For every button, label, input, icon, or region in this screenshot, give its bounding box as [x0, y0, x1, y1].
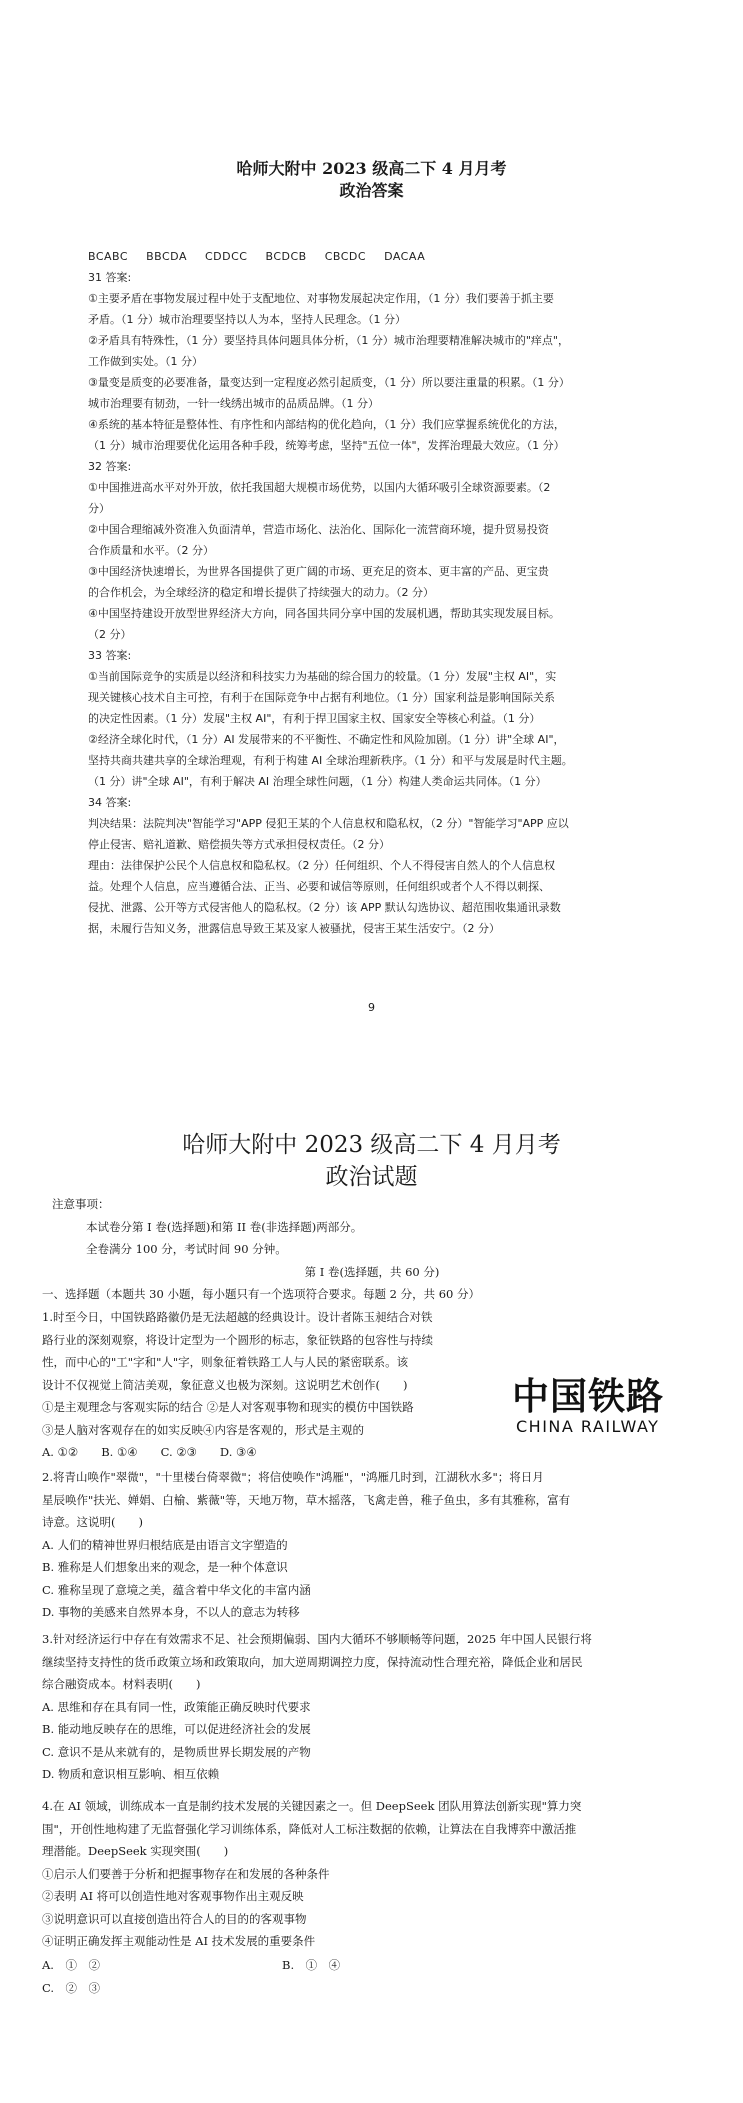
- question-line: D. 物质和意识相互影响、相互依赖: [42, 1767, 220, 1781]
- question-line: 路行业的深刻观察，将设计定型为一个圆形的标志，象征铁路的包容性与持续: [42, 1332, 433, 1347]
- question-line: ④证明正确发挥主观能动性是 AI 技术发展的重要条件: [42, 1934, 316, 1948]
- answer-line: （1 分）城市治理要优化运用各种手段，统筹考虑，坚持"五位一体"，发挥治理最大效应。（1 分）: [88, 439, 565, 452]
- answer-line: 现关键核心技术自主可控，有利于在国际竞争中占据有利地位。（1 分）国家利益是影响国际关系: [88, 691, 555, 704]
- answer-line: ②经济全球化时代，（1 分）AI 发展带来的不平衡性、不确定性和风险加剧。（1 分）讲"全球 AI"，: [88, 733, 565, 746]
- answer-line: 合作质量和水平。（2 分）: [88, 544, 214, 557]
- question-line: C. 雅称呈现了意境之美，蕴含着中华文化的丰富内涵: [42, 1582, 311, 1597]
- question-line: A. 人们的精神世界归根结底是由语言文字塑造的: [42, 1537, 288, 1552]
- question-4-options: [42, 1954, 702, 1999]
- answer-line: （1 分）讲"全球 AI"，有利于解决 AI 治理全球性问题，（1 分）构建人类命运共同体。（1 分）: [88, 775, 547, 788]
- question-line: 设计不仅视觉上简洁美观，象征意义也极为深刻。这说明艺术创作( ): [42, 1377, 408, 1392]
- answer-line: ④系统的基本特征是整体性、有序性和内部结构的优化趋向，（1 分）我们应掌握系统优化的方法，: [88, 418, 565, 431]
- exam-title: 哈师大附中 2023 级高二下 4 月月考: [182, 1132, 561, 1158]
- choice-answer-group: CBCDC: [324, 250, 367, 263]
- logo-chinese-text: 中国铁路: [512, 1375, 664, 1418]
- question-line: D. 事物的美感来自然界本身，不以人的意志为转移: [42, 1605, 300, 1619]
- answer-line: 33 答案:: [88, 649, 132, 662]
- answer-line: ①当前国际竞争的实质是以经济和科技实力为基础的综合国力的较量。（1 分）发展"主权 AI"，实: [88, 670, 557, 683]
- choice-answer-group: BBCDA: [146, 250, 187, 263]
- question-4: [42, 1795, 702, 1953]
- question-line: ③是人脑对客观存在的如实反映④内容是客观的，形式是主观的: [42, 1422, 364, 1437]
- question-line: B. 能动地反映存在的思维，可以促进经济社会的发展: [42, 1722, 311, 1736]
- section-intro: 一、选择题（本题共 30 小题，每小题只有一个选项符合要求。每题 2 分，共 60 分）: [42, 1287, 481, 1301]
- notice-line: 本试卷分第 I 卷(选择题)和第 II 卷(非选择题)两部分。: [86, 1219, 363, 1234]
- option-label: B. ① ④: [282, 1958, 341, 1972]
- answer-line: 停止侵害、赔礼道歉、赔偿损失等方式承担侵权责任。（2 分）: [88, 838, 390, 851]
- question-line: 综合融资成本。材料表明( ): [42, 1677, 201, 1691]
- answer-line: 理由：法律保护公民个人信息权和隐私权。（2 分）任何组织、个人不得侵害自然人的个人信息权: [88, 859, 555, 872]
- question-3: [42, 1628, 702, 1786]
- answer-line: 分）: [88, 502, 110, 515]
- option-label: C. ② ③: [42, 1980, 101, 1995]
- question-line: 1.时至今日，中国铁路路徽仍是无法超越的经典设计。设计者陈玉昶结合对铁: [42, 1310, 433, 1324]
- choice-answer-group: CDDCC: [204, 250, 248, 263]
- notice-line: 全卷满分 100 分，考试时间 90 分钟。: [86, 1242, 287, 1256]
- question-line: 3.针对经济运行中存在有效需求不足、社会预期偏弱、国内大循环不够顺畅等问题，2025 年中国人民银行将: [42, 1632, 592, 1646]
- question-line: C. 意识不是从来就有的，是物质世界长期发展的产物: [42, 1744, 311, 1759]
- answer-line: 据，未履行告知义务，泄露信息导致王某及家人被骚扰，侵害王某生活安宁。（2 分）: [88, 922, 500, 935]
- question-line: ①是主观理念与客观实际的结合 ②是人对客观事物和现实的模仿中国铁路: [42, 1400, 414, 1414]
- answer-line: ④中国坚持建设开放型世界经济大方向，同各国共同分享中国的发展机遇，帮助其实现发展目标。: [88, 607, 560, 620]
- china-railway-logo: [512, 1376, 682, 1436]
- logo-english-text: CHINA RAILWAY: [516, 1417, 660, 1436]
- question-line: ①启示人们要善于分析和把握事物存在和发展的各种条件: [42, 1866, 330, 1881]
- notice-block: [42, 1193, 702, 1306]
- question-line: 2.将青山唤作"翠微"，"十里楼台倚翠微"；将信使唤作"鸿雁"，"鸿雁几时到，江湖秋水多"；将日月: [42, 1470, 544, 1484]
- notice-heading: 注意事项：: [52, 1197, 110, 1211]
- answer-line: ②矛盾具有特殊性，（1 分）要坚持具体问题具体分析，（1 分）城市治理要精准解决城市的"痒点"，: [88, 334, 569, 347]
- option-label: A. ① ②: [42, 1958, 100, 1972]
- answer-line: ③中国经济快速增长，为世界各国提供了更广阔的市场、更充足的资本、更丰富的产品、更宝贵: [88, 565, 549, 578]
- question-line: A. ①② B. ①④ C. ②③ D. ③④: [42, 1445, 257, 1459]
- answer-line: 31 答案:: [88, 271, 132, 284]
- question-line: 性，而中心的"工"字和"人"字，则象征着铁路工人与人民的紧密联系。该: [42, 1355, 409, 1369]
- section-title: 第 I 卷(选择题，共 60 分): [304, 1264, 440, 1279]
- choice-answer-row: [88, 246, 668, 267]
- answer-line: ①中国推进高水平对外开放，依托我国超大规模市场优势，以国内大循环吸引全球资源要素。（2: [88, 481, 551, 494]
- question-line: 围"，开创性地构建了无监督强化学习训练体系，降低对人工标注数据的依赖，让算法在自我博弈中激活推: [42, 1821, 577, 1836]
- choice-answer-group: BCABC: [88, 250, 129, 263]
- answer-line: 坚持共商共建共享的全球治理观，有利于构建 AI 全球治理新秩序。（1 分）和平与发展是时代主题。: [88, 754, 573, 767]
- question-line: 4.在 AI 领域，训练成本一直是制约技术发展的关键因素之一。但 DeepSeek 团队用算法创新实现"算力突: [42, 1799, 582, 1813]
- answer-line: 32 答案:: [88, 460, 132, 473]
- question-2: [42, 1466, 702, 1624]
- answer-line: 的合作机会，为全球经济的稳定和增长提供了持续强大的动力。（2 分）: [88, 586, 434, 599]
- question-line: A. 思维和存在具有同一性，政策能正确反映时代要求: [42, 1699, 311, 1714]
- answer-line: ③量变是质变的必要准备，量变达到一定程度必然引起质变，（1 分）所以要注重量的积累。（1 分）: [88, 376, 570, 389]
- question-line: ②表明 AI 将可以创造性地对客观事物作出主观反映: [42, 1889, 304, 1903]
- question-line: 星辰唤作"扶光、婵娟、白榆、紫薇"等，天地万物，草木摇落，飞禽走兽，稚子鱼虫，多有其雅称，富有: [42, 1492, 571, 1507]
- answer-body: [88, 267, 668, 939]
- question-line: 诗意。这说明( ): [42, 1515, 143, 1529]
- answer-line: （2 分）: [88, 628, 132, 641]
- answer-line: 矛盾。（1 分）城市治理要坚持以人为本，坚持人民理念。（1 分）: [88, 313, 406, 326]
- answer-title: 哈师大附中 2023 级高二下 4 月月考: [236, 159, 507, 178]
- answer-line: 工作做到实处。（1 分）: [88, 355, 203, 368]
- question-line: 继续坚持支持性的货币政策立场和政策取向，加大逆周期调控力度，保持流动性合理充裕，降低企业和居民: [42, 1654, 583, 1669]
- question-line: B. 雅称是人们想象出来的观念，是一种个体意识: [42, 1560, 288, 1574]
- answer-line: 判决结果：法院判决"智能学习"APP 侵犯王某的个人信息权和隐私权，（2 分）"智能学习"APP 应以: [88, 817, 569, 830]
- exam-subtitle: 政治试题: [325, 1164, 418, 1190]
- answer-line: 侵扰、泄露、公开等方式侵害他人的隐私权。（2 分）该 APP 默认勾选协议、超范围收集通讯录数: [88, 901, 561, 914]
- choice-answer-group: BCDCB: [265, 250, 307, 263]
- answer-line: 的决定性因素。（1 分）发展"主权 AI"，有利于捍卫国家主权、国家安全等核心利益。（1 分）: [88, 712, 541, 725]
- answer-line: ①主要矛盾在事物发展过程中处于支配地位、对事物发展起决定作用，（1 分）我们要善于抓主要: [88, 292, 554, 305]
- choice-answer-group: DACAA: [384, 250, 426, 263]
- answer-line: 益。处理个人信息，应当遵循合法、正当、必要和诚信等原则，任何组织或者个人不得以刺探、: [88, 880, 550, 893]
- answer-line: ②中国合理缩减外资准入负面清单，营造市场化、法治化、国际化一流营商环境，提升贸易投资: [88, 523, 549, 536]
- question-line: ③说明意识可以直接创造出符合人的目的的客观事物: [42, 1911, 307, 1926]
- answer-line: 城市治理要有韧劲，一针一线绣出城市的品质品牌。（1 分）: [88, 397, 379, 410]
- answer-line: 34 答案:: [88, 796, 132, 809]
- question-line: 理潜能。DeepSeek 实现突围( ): [42, 1844, 229, 1858]
- page-number: 9: [368, 1001, 375, 1014]
- answer-subtitle: 政治答案: [339, 181, 404, 200]
